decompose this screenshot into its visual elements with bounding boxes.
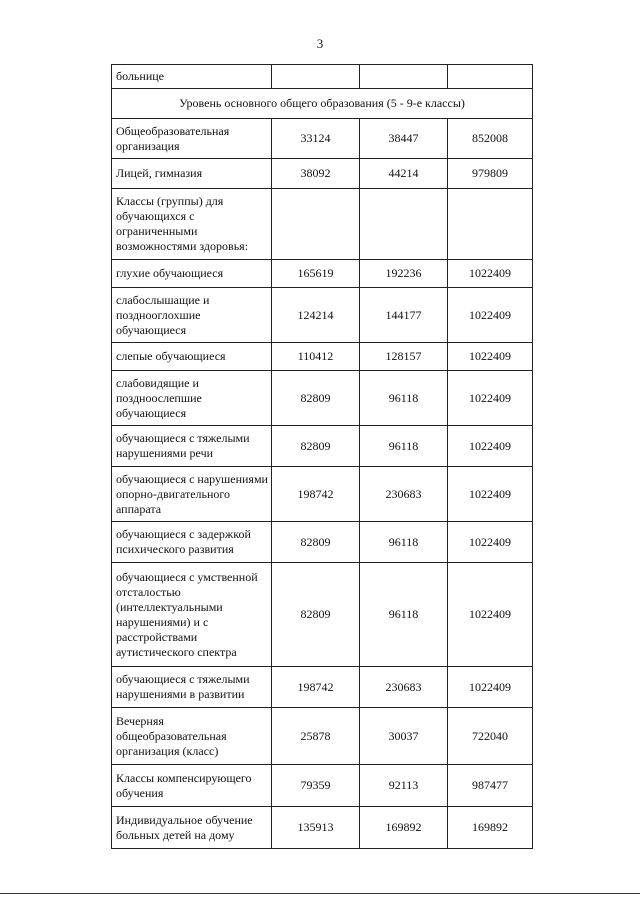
row-label: глухие обучающиеся [112,260,272,288]
row-value-1 [272,189,360,260]
row-label: слабовидящие и поздноослепшие обучающиеся [112,371,272,426]
section-title: Уровень основного общего образования (5 - 9-е классы) [112,89,533,119]
row-value-1: 25878 [272,708,360,765]
row-value-1: 33124 [272,119,360,159]
row-value-1: 135913 [272,807,360,849]
row-value-2: 96118 [360,522,448,563]
table-row-continued [112,65,533,89]
row-value-1: 165619 [272,260,360,288]
row-value-2: 96118 [360,426,448,467]
table-row [112,189,533,260]
row-value-2: 128157 [360,343,448,371]
row-value-3: 1022409 [448,563,533,667]
row-label: обучающиеся с задержкой психического развития [112,522,272,563]
row-value-3: 1022409 [448,667,533,708]
row-value-3: 1022409 [448,288,533,343]
row-label: обучающиеся с нарушениями опорно-двигательного аппарата [112,467,272,522]
row-value-3: 722040 [448,708,533,765]
page-number: 3 [316,36,324,51]
row-value-3: 979809 [448,159,533,189]
row-value-2: 230683 [360,467,448,522]
row-value-1: 82809 [272,563,360,667]
row-label: обучающиеся с умственной отсталостью (интеллектуальными нарушениями) и с расстройствами аутистического спектра [112,563,272,667]
row-label: Классы компенсирующего обучения [112,765,272,807]
row-value-1: 82809 [272,522,360,563]
row-value-1: 110412 [272,343,360,371]
table-row [112,708,533,765]
row-value-3: 852008 [448,119,533,159]
row-value-3: 1022409 [448,371,533,426]
table-row [112,765,533,807]
row-label: слепые обучающиеся [112,343,272,371]
row-value-2: 192236 [360,260,448,288]
row-value-2: 30037 [360,708,448,765]
row-value-2: 169892 [360,807,448,849]
row-value-2: 230683 [360,667,448,708]
table-cell [448,65,533,89]
table-row [112,260,533,288]
row-value-1: 38092 [272,159,360,189]
table-row [112,522,533,563]
table-row [112,343,533,371]
row-value-3: 987477 [448,765,533,807]
row-value-3 [448,189,533,260]
row-label: Общеобразовательная организация [112,119,272,159]
row-value-2: 92113 [360,765,448,807]
table-row [112,119,533,159]
table-cell [360,65,448,89]
table-row [112,467,533,522]
page-bottom-edge [0,893,640,894]
first-row-label: больнице [112,65,272,89]
table-cell [272,65,360,89]
row-label: обучающиеся с тяжелыми нарушениями речи [112,426,272,467]
row-value-2: 96118 [360,371,448,426]
table-row [112,807,533,849]
row-value-2: 144177 [360,288,448,343]
row-label: Вечерняя общеобразовательная организация (класс) [112,708,272,765]
row-value-1: 124214 [272,288,360,343]
row-value-3: 1022409 [448,522,533,563]
table-row [112,371,533,426]
row-label: слабослышащие и позднооглохшие обучающиеся [112,288,272,343]
table-row [112,426,533,467]
row-value-3: 1022409 [448,426,533,467]
row-value-2 [360,189,448,260]
row-value-1: 79359 [272,765,360,807]
table-row [112,159,533,189]
table-row [112,288,533,343]
row-label: Индивидуальное обучение больных детей на дому [112,807,272,849]
row-value-2: 96118 [360,563,448,667]
row-value-1: 82809 [272,371,360,426]
row-value-3: 1022409 [448,467,533,522]
row-value-3: 169892 [448,807,533,849]
table-row [112,667,533,708]
row-value-3: 1022409 [448,343,533,371]
row-value-1: 198742 [272,667,360,708]
section-header-row [112,89,533,119]
table-row [112,563,533,667]
row-value-3: 1022409 [448,260,533,288]
cost-table [111,64,533,849]
row-label: обучающиеся с тяжелыми нарушениями в развитии [112,667,272,708]
row-value-2: 44214 [360,159,448,189]
row-value-1: 198742 [272,467,360,522]
row-label: Классы (группы) для обучающихся с ограниченными возможностями здоровья: [112,189,272,260]
row-value-1: 82809 [272,426,360,467]
row-label: Лицей, гимназия [112,159,272,189]
row-value-2: 38447 [360,119,448,159]
